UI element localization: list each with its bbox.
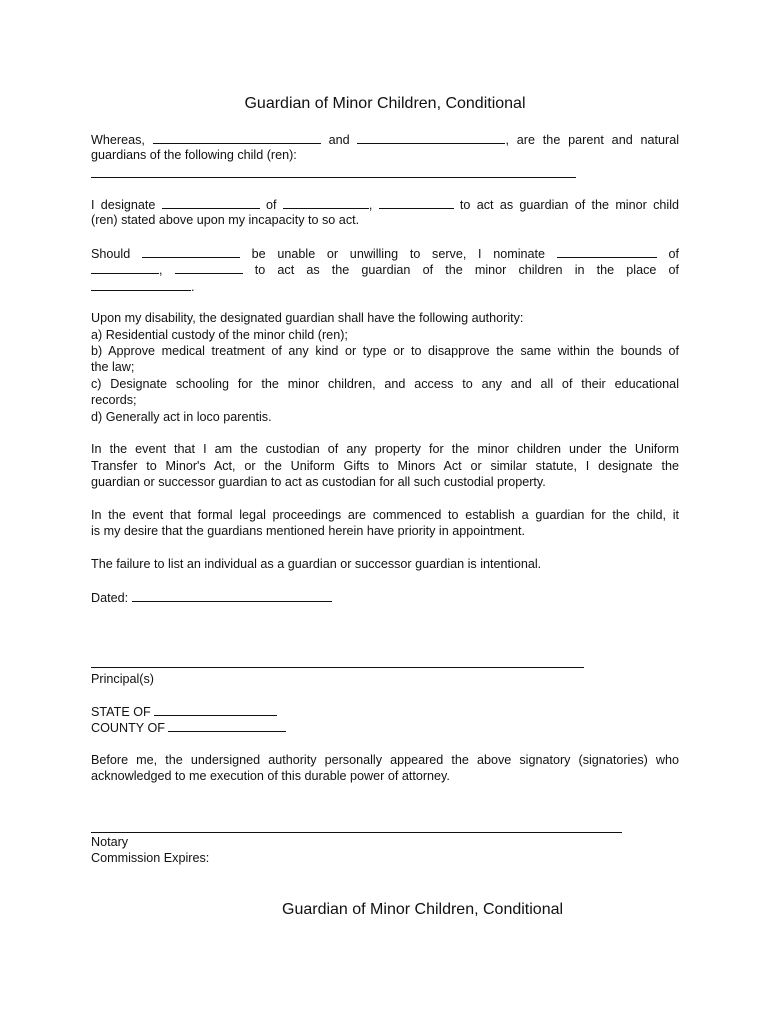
- date-blank[interactable]: [132, 589, 332, 602]
- failure-statement: The failure to list an individual as a guardian or successor guardian is intentional.: [91, 557, 542, 571]
- custodian-line-2: Transfer to Minor's Act, or the Uniform Gifts to Minors Act or similar statute, I designate the: [91, 459, 679, 473]
- should-period: .: [191, 280, 195, 294]
- should-of: of: [668, 247, 680, 261]
- successor-state-blank[interactable]: [175, 261, 243, 274]
- authority-c-2: records;: [91, 393, 137, 407]
- custodian-line-3: guardian or successor guardian to act as custodian for all such custodial property.: [91, 475, 546, 489]
- county-label: COUNTY OF: [91, 721, 165, 735]
- whereas-line: [91, 131, 679, 148]
- guardian-city-blank[interactable]: [283, 196, 369, 209]
- designate-lead: I designate: [91, 198, 156, 212]
- should-lead: Should: [91, 247, 131, 261]
- whereas-line-2: guardians of the following child (ren):: [91, 148, 297, 162]
- successor-city-blank[interactable]: [91, 261, 159, 274]
- designate-line: [91, 196, 679, 213]
- parent-2-blank[interactable]: [357, 131, 505, 144]
- state-line: [91, 703, 277, 720]
- state-blank[interactable]: [154, 703, 277, 716]
- authority-b-2: the law;: [91, 360, 135, 374]
- notary-signature-line[interactable]: [91, 832, 622, 833]
- replaced-guardian-blank[interactable]: [91, 278, 191, 291]
- should-comma: ,: [159, 263, 163, 277]
- dated-line: [91, 589, 332, 606]
- should-guardian-blank[interactable]: [142, 245, 240, 258]
- authority-d: d) Generally act in loco parentis.: [91, 410, 272, 424]
- authority-b-1: b) Approve medical treatment of any kind or type or to disapprove the same within the bounds of: [91, 344, 679, 358]
- whereas-and: and: [328, 133, 350, 147]
- designate-of: of: [266, 198, 277, 212]
- whereas-tail: , are the parent and natural: [505, 133, 680, 147]
- designate-comma: ,: [368, 198, 373, 212]
- authority-c-1: c) Designate schooling for the minor children, and access to any and all of their educational: [91, 377, 679, 391]
- children-names-blank[interactable]: [91, 177, 576, 178]
- custodian-line-1: In the event that I am the custodian of any property for the minor children under the Uniform: [91, 442, 679, 456]
- whereas-lead: Whereas,: [91, 133, 145, 147]
- before-me-line-2: acknowledged to me execution of this durable power of attorney.: [91, 769, 450, 783]
- authority-intro: Upon my disability, the designated guardian shall have the following authority:: [91, 311, 524, 325]
- county-blank[interactable]: [168, 719, 286, 732]
- parent-1-blank[interactable]: [153, 131, 321, 144]
- should-tail: to act as the guardian of the minor children in the place of: [254, 263, 680, 277]
- should-line-2: [91, 261, 679, 278]
- should-line-3: [91, 278, 195, 295]
- guardian-state-blank[interactable]: [379, 196, 454, 209]
- dated-label: Dated:: [91, 591, 129, 605]
- authority-a: a) Residential custody of the minor child (ren);: [91, 328, 348, 342]
- principal-signature-line[interactable]: [91, 667, 584, 668]
- guardian-name-blank[interactable]: [162, 196, 260, 209]
- county-line: [91, 719, 286, 736]
- before-me-line-1: Before me, the undersigned authority personally appeared the above signatory (signatories) who: [91, 753, 679, 767]
- commission-expires-label: Commission Expires:: [91, 851, 210, 865]
- notary-label: Notary: [91, 835, 129, 849]
- proceedings-line-1: In the event that formal legal proceedings are commenced to establish a guardian for the child, it: [91, 508, 679, 522]
- designate-line-2: (ren) stated above upon my incapacity to so act.: [91, 213, 360, 227]
- proceedings-line-2: is my desire that the guardians mentioned herein have priority in appointment.: [91, 524, 526, 538]
- state-label: STATE OF: [91, 705, 151, 719]
- document-title: Guardian of Minor Children, Conditional: [244, 95, 526, 112]
- successor-name-blank[interactable]: [557, 245, 657, 258]
- should-mid: be unable or unwilling to serve, I nominate: [251, 247, 546, 261]
- designate-tail: to act as guardian of the minor child: [459, 198, 680, 212]
- footer-title: Guardian of Minor Children, Conditional: [282, 901, 564, 918]
- principal-label: Principal(s): [91, 672, 154, 686]
- should-line: [91, 245, 679, 262]
